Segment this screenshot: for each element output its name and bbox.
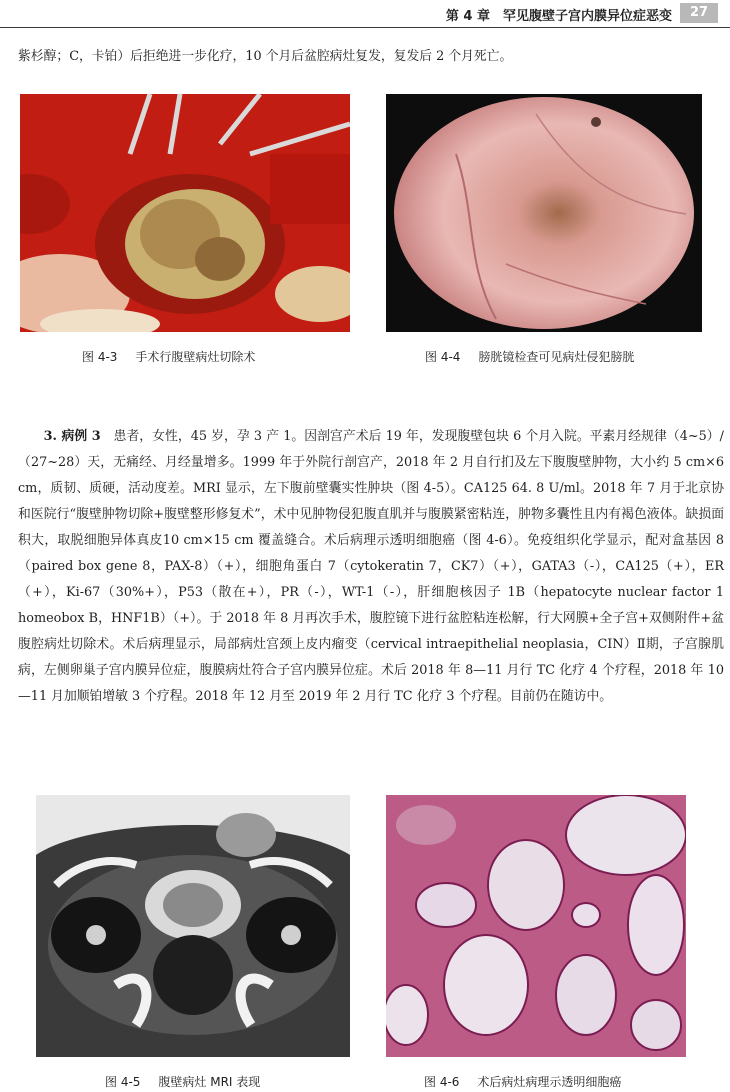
running-header [0, 0, 730, 28]
figure-4-5-title: 腹壁病灶 MRI 表现 [158, 1075, 261, 1089]
figure-4-4-number: 图 4-4 [425, 350, 461, 364]
figure-4-6-image [386, 795, 686, 1057]
figure-4-4-title: 膀胱镜检查可见病灶侵犯膀胱 [478, 350, 635, 364]
chapter-title: 第 4 章 罕见腹壁子宫内膜异位症恶变 [445, 9, 672, 24]
figure-4-4-caption [425, 348, 634, 365]
case3-paragraph [18, 424, 724, 710]
figure-4-5-number: 图 4-5 [105, 1075, 141, 1089]
figure-4-4-image [386, 94, 702, 332]
figure-4-3-number: 图 4-3 [82, 350, 118, 364]
case3-text: 患者，女性，45 岁，孕 3 产 1。因剖宫产术后 19 年，发现腹壁包块 6 个月入院。平素月经规律（4~5）/（27~28）天，无痛经、月经量增多。1999 年于外院行剖宫产，2018 年 2 月自行扪及左下腹腹壁肿物，大小约 5 cm×6 cm，质韧、质硬，活动度差。MRI 显示，左下腹前壁囊实性肿块（图 4-5）。CA125 64. 8 U/ml。2018 年 7 月于北京协和医院行“腹壁肿物切除+腹壁整形修复术”，术中见肿物侵犯腹直肌并与腹膜紧密粘连，肿物多囊性且内有褐色液体。缺损面积大，取脱细胞异体真皮10 cm×15 cm 覆盖缝合。术后病理示透明细胞癌（图 4-6）。免疫组织化学显示，配对盒基因 8（paired box gene 8，PAX-8）（+），细胞角蛋白 7（cytokeratin 7，CK7）（+），GATA3（-），CA125（+），ER（+），Ki-67（30%+），P53（散在+），PR（-），WT-1（-），肝细胞核因子 1B（hepatocyte nuclear factor 1 homeobox B，HNF1B）（+）。于 2018 年 8 月再次手术，腹腔镜下进行盆腔粘连松解，行大网膜+全子宫+双侧附件+盆腹腔病灶切除术。术后病理显示，局部病灶宫颈上皮内瘤变（cervical intraepithelial neoplasia，CIN）Ⅱ期，子宫腺肌病，左侧卵巢子宫内膜异位症，腹膜病灶符合子宫内膜异位症。术后 2018 年 8—11 月行 TC 化疗 4 个疗程，2018 年 10—11 月加顺铂增敏 3 个疗程。2018 年 12 月至 2019 年 2 月行 TC 化疗 3 个疗程。目前仍在随访中。 [18, 429, 724, 704]
figure-4-3-caption [82, 348, 255, 365]
figure-4-6-title: 术后病灶病理示透明细胞癌 [477, 1075, 622, 1089]
figure-4-3-title: 手术行腹壁病灶切除术 [135, 350, 256, 364]
page-number: 27 [680, 3, 718, 23]
figure-4-3-image [20, 94, 350, 332]
figure-4-6-caption [424, 1073, 621, 1090]
figure-4-5-caption [105, 1073, 260, 1090]
intro-paragraph: 紫杉醇；C，卡铂）后拒绝进一步化疗，10 个月后盆腔病灶复发，复发后 2 个月死亡。 [18, 49, 513, 64]
figure-4-6-number: 图 4-6 [424, 1075, 460, 1089]
case3-label: 3. 病例 3 [43, 429, 101, 444]
figure-4-5-image [36, 795, 350, 1057]
